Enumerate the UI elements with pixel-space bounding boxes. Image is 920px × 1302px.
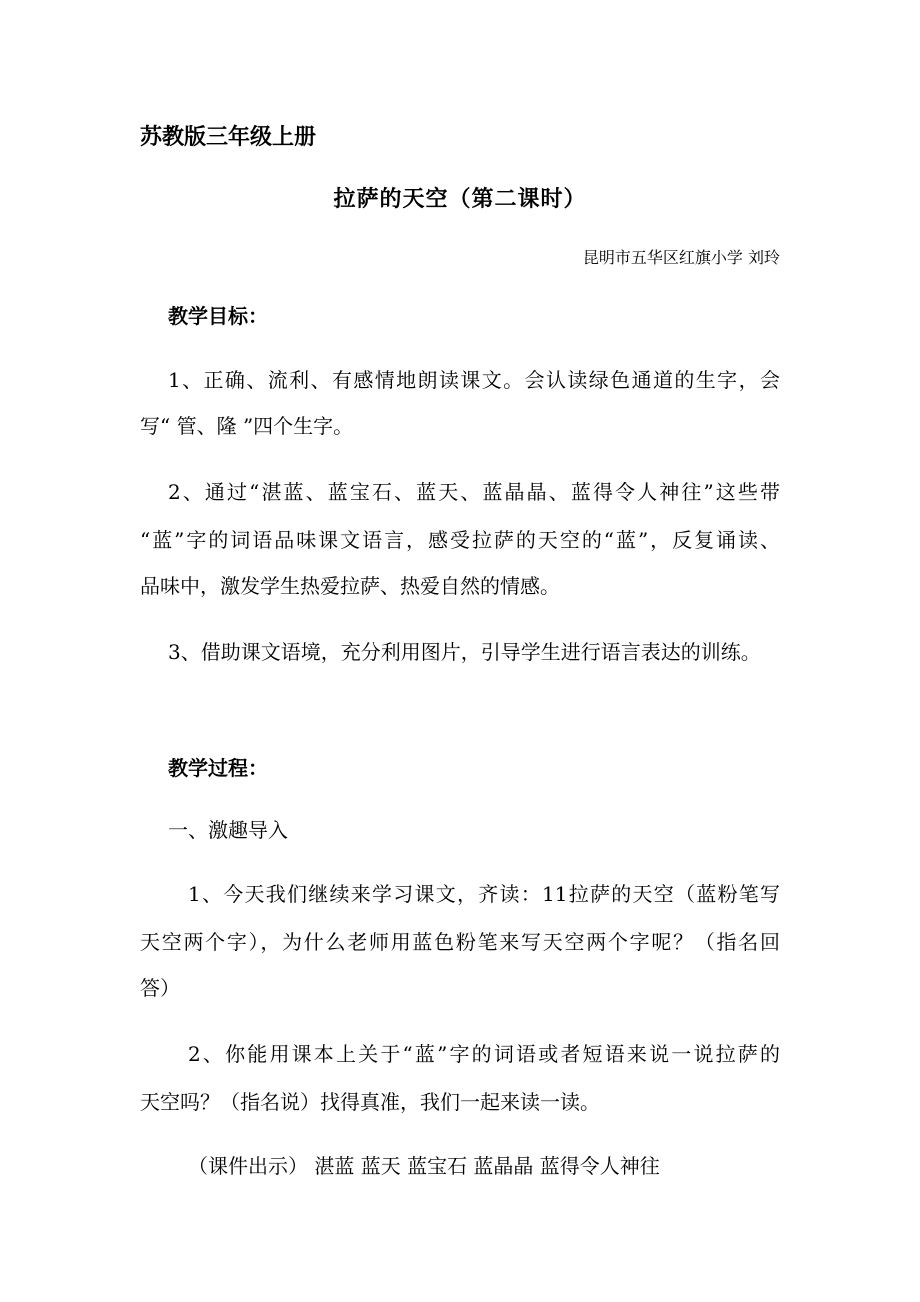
step-1-line-2: 天空两个字），为什么老师用蓝色粉笔来写天空两个字呢？（指名回 — [140, 930, 780, 954]
objective-1-line-2: 写“ 管、隆 ”四个生字。 — [140, 414, 354, 438]
step-2-line-1: 2、你能用课本上关于“蓝”字的词语或者短语来说一说拉萨的 — [188, 1042, 780, 1066]
lesson-title: 拉萨的天空（第二课时） — [333, 187, 587, 212]
process-heading: 教学过程： — [168, 756, 268, 780]
objectives-heading: 教学目标： — [168, 304, 268, 328]
courseware-line: （课件出示） 湛蓝 蓝天 蓝宝石 蓝晶晶 蓝得令人神往 — [188, 1154, 660, 1178]
step-1-line-1: 1、今天我们继续来学习课文，齐读：11拉萨的天空（蓝粉笔写 — [188, 882, 780, 906]
objective-2-line-2: “蓝”字的词语品味课文语言，感受拉萨的天空的“蓝”，反复诵读、 — [140, 528, 780, 552]
objective-3-line-1: 3、借助课文语境，充分利用图片，引导学生进行语言表达的训练。 — [168, 640, 761, 664]
section-1-heading: 一、激趣导入 — [168, 818, 288, 842]
author-line: 昆明市五华区红旗小学 刘玲 — [582, 248, 780, 267]
step-1-line-3: 答） — [140, 976, 180, 1000]
objective-2-line-3: 品味中，激发学生热爱拉萨、热爱自然的情感。 — [140, 574, 560, 598]
objective-1-line-1: 1、正确、流利、有感情地朗读课文。会认读绿色通道的生字，会 — [168, 368, 780, 392]
step-2-line-2: 天空吗？（指名说）找得真准，我们一起来读一读。 — [140, 1090, 600, 1114]
objective-2-line-1: 2、通过“湛蓝、蓝宝石、蓝天、蓝晶晶、蓝得令人神往”这些带 — [168, 480, 780, 504]
grade-heading: 苏教版三年级上册 — [140, 125, 317, 150]
